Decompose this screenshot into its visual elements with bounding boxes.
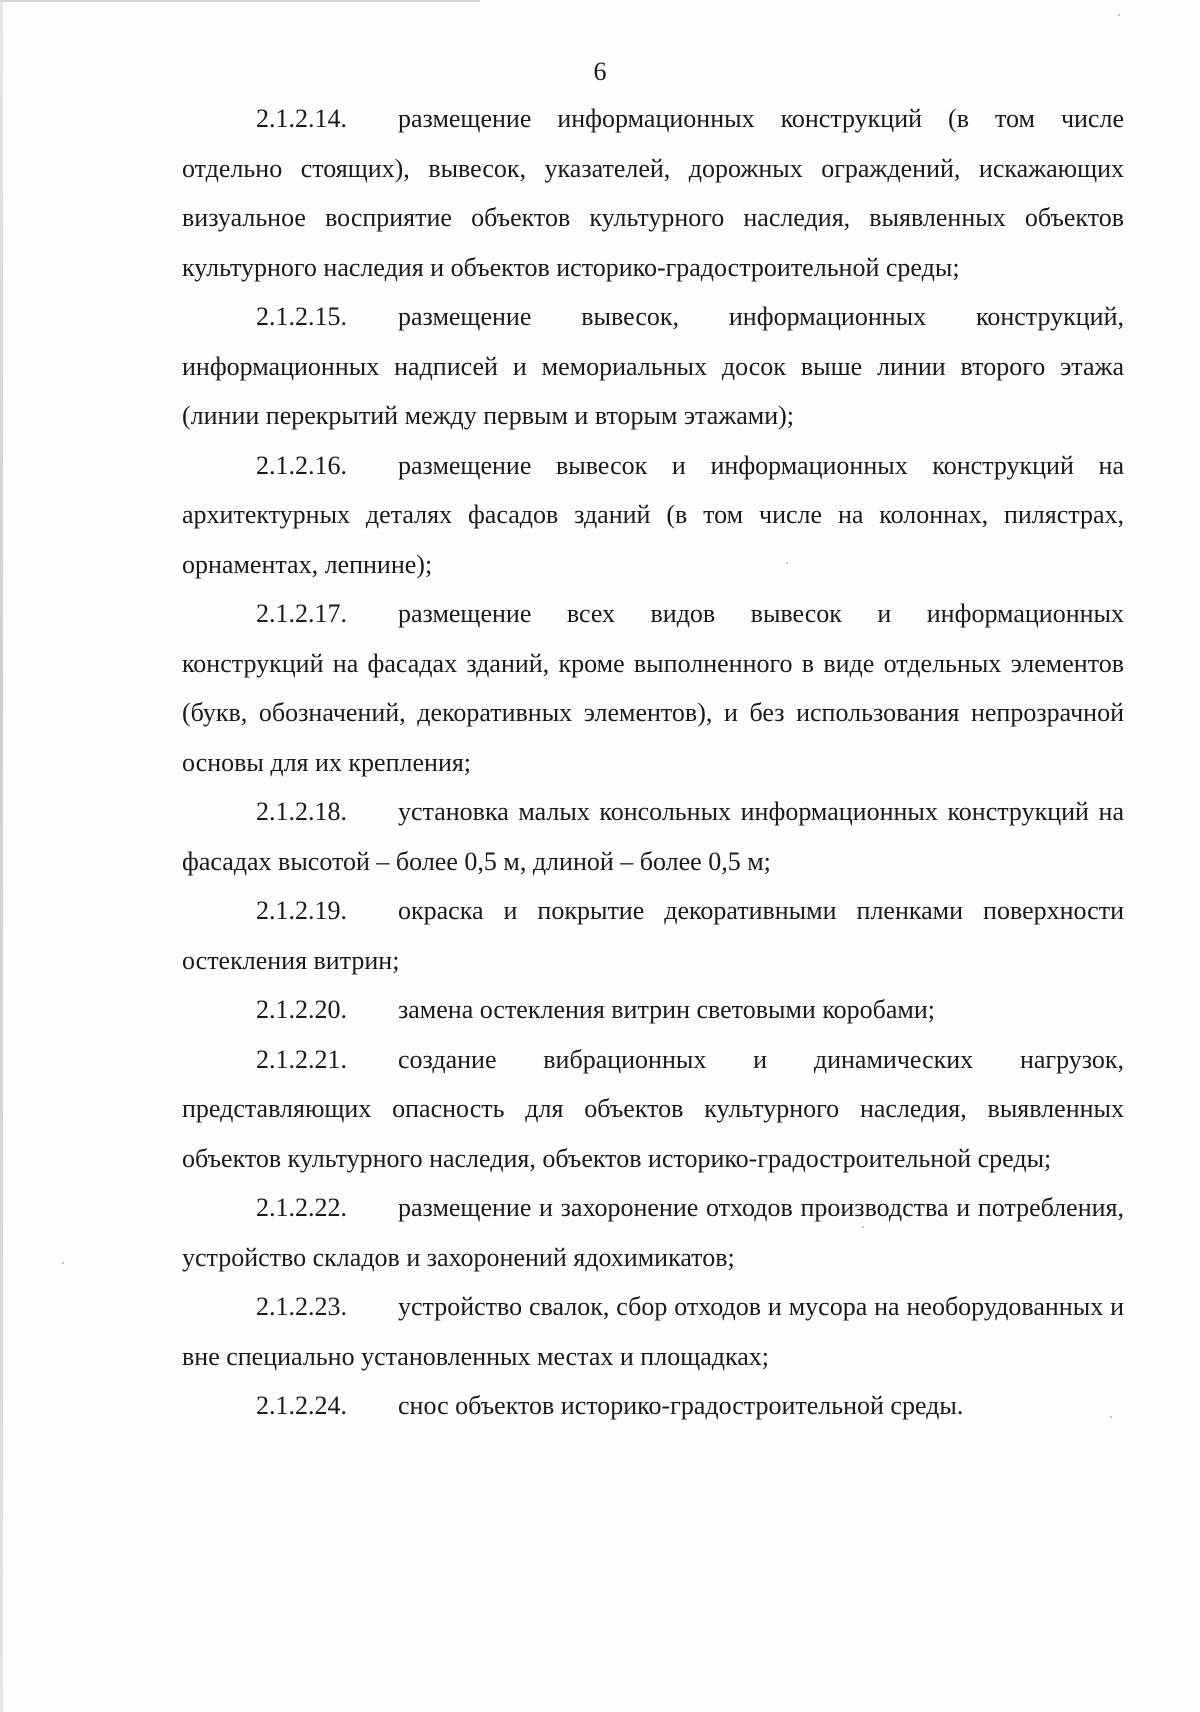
list-item — [182, 1035, 1124, 1184]
item-number: 2.1.2.16. — [256, 450, 347, 480]
list-item — [182, 886, 1124, 985]
item-number: 2.1.2.21. — [256, 1044, 347, 1074]
item-number: 2.1.2.17. — [256, 599, 347, 628]
page-number: 6 — [593, 57, 607, 86]
scan-speck — [1118, 14, 1120, 16]
item-text: установка малых консольных информационных конструкций на фасадах высотой – более 0,5 м, длиной – более 0,5 м; — [182, 797, 1124, 876]
item-number: 2.1.2.18. — [256, 797, 347, 826]
scan-edge-left — [0, 0, 3, 1712]
item-text: устройство свалок, сбор отходов и мусора на необорудованных и вне специально установленных местах и площадках; — [182, 1292, 1124, 1371]
list-item — [182, 441, 1124, 590]
list-item — [182, 1381, 1124, 1431]
list-item — [182, 94, 1124, 292]
list-item — [182, 985, 1124, 1035]
document-body — [182, 94, 1124, 1431]
item-text: размещение вывесок, информационных конструкций, информационных надписей и мемориальных досок выше линии второго этажа (линии перекрытий между первым и вторым этажами); — [182, 302, 1124, 430]
item-number: 2.1.2.23. — [256, 1292, 347, 1321]
item-text: окраска и покрытие декоративными пленками поверхности остекления витрин; — [182, 896, 1124, 975]
item-text: размещение вывесок и информационных конструкций на архитектурных деталях фасадов зданий (в том числе на колоннах, пилястрах, орнаментах, лепнине); — [182, 450, 1124, 579]
item-text: размещение информационных конструкций (в том числе отдельно стоящих), вывесок, указателей, дорожных ограждений, искажающих визуальное восприятие объектов культурного наследия, выявленных объектов культурного наследия и объектов историко-градостроительной среды; — [182, 104, 1124, 282]
list-item — [182, 1183, 1124, 1282]
list-item — [182, 787, 1124, 886]
list-item — [182, 1282, 1124, 1381]
item-text: размещение и захоронение отходов производства и потребления, устройство складов и захоронений ядохимикатов; — [182, 1193, 1124, 1272]
item-text: создание вибрационных и динамических нагрузок, представляющих опасность для объектов культурного наследия, выявленных объектов культурного наследия, объектов историко-градостроительной среды; — [182, 1044, 1124, 1173]
item-number: 2.1.2.24. — [256, 1391, 347, 1420]
item-text: замена остекления витрин световыми коробами; — [398, 995, 935, 1024]
scan-edge-top — [0, 0, 480, 2]
scan-speck — [62, 1262, 64, 1264]
item-text: размещение всех видов вывесок и информационных конструкций на фасадах зданий, кроме выполненного в виде отдельных элементов (букв, обозначений, декоративных элементов), и без использования непрозрачной основы для их крепления; — [182, 599, 1124, 777]
item-number: 2.1.2.19. — [256, 896, 347, 925]
item-text: снос объектов историко-градостроительной среды. — [398, 1391, 964, 1420]
item-number: 2.1.2.22. — [256, 1193, 347, 1222]
list-item — [182, 589, 1124, 787]
item-number: 2.1.2.14. — [256, 104, 347, 133]
item-number: 2.1.2.15. — [256, 302, 347, 331]
item-number: 2.1.2.20. — [256, 995, 347, 1024]
list-item — [182, 292, 1124, 441]
